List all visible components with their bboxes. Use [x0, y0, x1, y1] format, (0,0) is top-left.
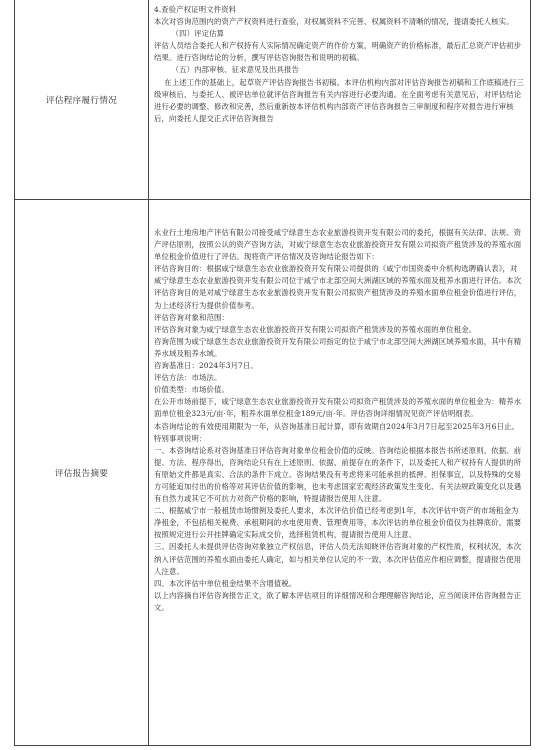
- report-table: [14, 0, 531, 746]
- paragraph: 本次对咨询范围内的资产产权资料进行查验，对权属资料不完善、权属资料不清晰的情况，提请委托人核实。: [154, 17, 514, 27]
- paragraph: 价值类型：市场价值。: [154, 385, 229, 395]
- paragraph-heading: （五）内部审核、征求意见及出具报告: [171, 65, 300, 75]
- paragraph: 4.查验产权证明文件资料: [154, 5, 237, 14]
- paragraph: 评估咨询对象为咸宁绿意生态农业旅游投资开发有限公司拟资产租赁涉及的养殖水面的单位租金。: [154, 324, 477, 334]
- row-content-evaluation-procedure: [154, 4, 524, 125]
- paragraph: 四、本次评估中单位租金结果不含增值税。: [154, 578, 297, 588]
- paragraph: 特别事项说明：: [154, 433, 207, 443]
- paragraph: 一、本咨询结论系对咨询基准日评估咨询对象单位租金价值的反映。咨询结论根据本报告书所述原则、依据、前提、方法、程序得出，咨询结论只有在上述原则、依据、前提存在的条件下，以及委托人和产权持有人提供的所有原始文件都是真实、合法的条件下成立。咨询结果没有考虑将来可能承担的抵押、担保事宜，以及特殊的交易方可能追加付出的价格等对其评估价值的影响，也未考虑国家宏观经济政策发生变化、有关法规政策变化以及遇有自然力或其它不可抗力对资产价格的影响，特提请报告使用人注意。: [154, 445, 522, 504]
- paragraph: 评估人员结合委托人和产权持有人实际情况确定资产的作价方案，明确资产的价格标准，最后汇总资产评估初步结果。进行咨询结论的分析，撰写评估咨询报告和说明的初稿。: [154, 41, 522, 63]
- paragraph: 二、根据咸宁市一般租赁市场惯例及委托人要求，本次评估价值已经考虑到1年，本次评估中资产的市场租金为净租金，不包括相关税费、承租期间的水电使用费、管理费用等，本次评估的单位租金价值仅为挂牌底价，需要按照规定进行公开挂牌确定实际成交价，选择租赁机构，提请报告使用人注意。: [154, 506, 522, 540]
- paragraph: 在公开市场前提下，咸宁绿意生态农业旅游投资开发有限公司拟资产租赁涉及的养殖水面的单位租金为：精养水面单位租金323元/亩·年，粗养水面单位租金189元/亩·年。评估咨询详细情况见资产评估明细表。: [154, 397, 522, 419]
- paragraph: 在上述工作的基础上，起草资产评估咨询报告书初稿。本评估机构内部对评估咨询报告初稿和工作底稿进行三级审核后，与委托人、被评估单位就评估咨询报告有关内容进行必要沟通。在全面考虑有关意见后，对评估结论进行必要的调整、修改和完善，然后重新按本评估机构内部资产评估咨询报告三审制度和程序对报告进行审核后，向委托人提交正式评估咨询报告: [154, 77, 524, 123]
- paragraph: 咨询基准日：2024年3月7日。: [154, 361, 258, 371]
- paragraph: 三、因委托人未提供评估咨询对象独立产权信息，评估人员无法知晓评估咨询对象的产权性质，权利状况，本次纳入评估范围的养殖水面由委托人确定，如与相关单位认定的不一致，本次评估值应作相应调整，提请报告使用人注意。: [154, 542, 522, 576]
- paragraph: 评估咨询目的：根据咸宁绿意生态农业旅游投资开发有限公司提供的《咸宁市国资委中介机构选聘确认表》，对咸宁绿意生态农业旅游投资开发有限公司位于咸宁市北部空间大洲湖区域的养殖水面及租养水面进行评估。本次评估咨询目的是对咸宁绿意生态农业旅游投资开发有限公司拟资产租赁涉及的养殖水面单位租金价值进行评估，为上述经济行为提供价值参考。: [154, 264, 522, 310]
- row-label-report-summary: 评估报告摘要: [15, 200, 149, 746]
- paragraph: 评估方法：市场法。: [154, 373, 222, 383]
- paragraph-heading: （四）评定估算: [171, 29, 225, 39]
- paragraph: 永业行土地房地产评估有限公司接受咸宁绿意生态农业旅游投资开发有限公司的委托，根据有关法律、法规、资产评估原则，按照公认的资产咨询方法，对咸宁绿意生态农业旅游投资开发有限公司拟资产租赁涉及的养殖水面单位租金价值进行了评估。现将资产评估情况及咨询结论报告如下：: [154, 228, 522, 262]
- row-content-report-summary: [154, 227, 524, 614]
- paragraph: 评估咨询对象和范围：: [154, 312, 229, 322]
- paragraph: 本咨询结论的有效使用期限为一年，从咨询基准日起计算，即有效期自2024年3月7日起至2025年3月6日止。: [154, 421, 520, 431]
- table-row-report-summary: [15, 199, 530, 746]
- row-label-evaluation-procedure: 评估程序履行情况: [15, 0, 149, 199]
- table-row-evaluation-procedure: [15, 0, 530, 199]
- paragraph: 咨询范围为咸宁绿意生态农业旅游投资开发有限公司指定的位于咸宁市北部空间大洲湖区域养殖水面，其中有精养水域及粗养水域。: [154, 336, 522, 358]
- paragraph: 以上内容摘自评估咨询报告正文，欲了解本评估项目的详细情况和合理理解咨询结论，应当阅读评估咨询报告正文。: [154, 590, 522, 612]
